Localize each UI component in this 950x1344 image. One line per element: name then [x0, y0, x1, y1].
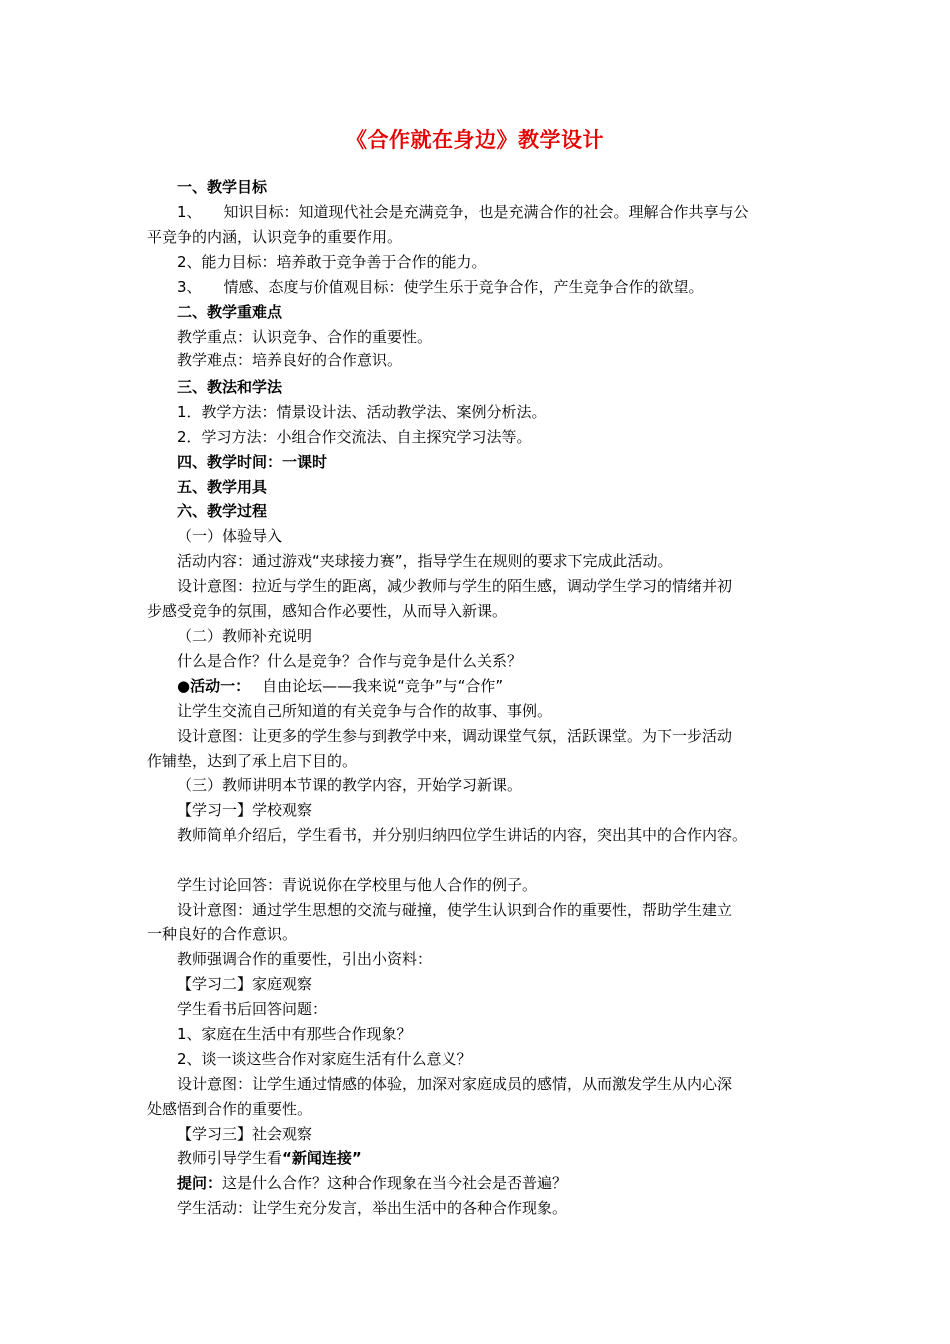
line-text: 自由论坛——我来说“竞争”与“合作”	[262, 677, 504, 695]
paragraph-line: （一）体验导入	[177, 527, 283, 545]
paragraph-line: 【学习三】社会观察	[177, 1125, 313, 1143]
paragraph-line: 一种良好的合作意识。	[147, 925, 298, 943]
paragraph-line	[177, 1148, 362, 1168]
heading-process: 六、教学过程	[177, 502, 268, 520]
heading-teaching-goals: 一、教学目标	[177, 178, 268, 196]
question-label: 提问：	[177, 1174, 223, 1192]
paragraph-line: 教师简单介绍后，学生看书，并分别归纳四位学生讲话的内容，突出其中的合作内容。	[177, 826, 748, 844]
paragraph-line: （二）教师补充说明	[177, 627, 313, 645]
heading-tools: 五、教学用具	[177, 478, 268, 496]
paragraph-line: 2、能力目标：培养敢于竞争善于合作的能力。	[177, 253, 487, 271]
heading-key-points: 二、教学重难点	[177, 303, 283, 321]
line-text: 知识目标：知道现代社会是充满竞争，也是充满合作的社会。理解合作共享与公	[223, 203, 749, 221]
paragraph-line: 设计意图：拉近与学生的距离，减少教师与学生的陌生感，调动学生学习的情绪并初	[177, 577, 733, 595]
paragraph-line: 教师强调合作的重要性，引出小资料：	[177, 950, 433, 968]
paragraph-line: 2、谈一谈这些合作对家庭生活有什么意义？	[177, 1050, 472, 1068]
paragraph-line: 学生讨论回答：青说说你在学校里与他人合作的例子。	[177, 876, 538, 894]
paragraph-line: 1、家庭在生活中有那些合作现象？	[177, 1025, 412, 1043]
paragraph-line: 教学重点：认识竞争、合作的重要性。	[177, 328, 433, 346]
paragraph-line: 学生看书后回答问题：	[177, 1000, 328, 1018]
line-text: 这是什么合作？这种合作现象在当今社会是否普遍？	[222, 1174, 568, 1192]
paragraph-line: 平竞争的内涵，认识竞争的重要作用。	[147, 228, 403, 246]
paragraph-line: 设计意图：让学生通过情感的体验，加深对家庭成员的感情，从而激发学生从内心深	[177, 1075, 733, 1093]
news-link-label: “新闻连接”	[282, 1149, 362, 1167]
paragraph-line	[177, 202, 749, 222]
paragraph-line: 教学难点：培养良好的合作意识。	[177, 351, 403, 369]
paragraph-line	[177, 1173, 567, 1193]
paragraph-line: 作铺垫，达到了承上启下目的。	[147, 752, 358, 770]
paragraph-line: 什么是合作？什么是竞争？合作与竞争是什么关系？	[177, 652, 523, 670]
list-number: 3、	[177, 278, 202, 296]
line-text: 教师引导学生看	[177, 1149, 283, 1167]
paragraph-line: 设计意图：通过学生思想的交流与碰撞，使学生认识到合作的重要性，帮助学生建立	[177, 901, 733, 919]
paragraph-line: 让学生交流自己所知道的有关竞争与合作的故事、事例。	[177, 702, 553, 720]
paragraph-line	[177, 277, 704, 297]
paragraph-line: 设计意图：让更多的学生参与到教学中来，调动课堂气氛，活跃课堂。为下一步活动	[177, 727, 733, 745]
heading-methods: 三、教法和学法	[177, 378, 283, 396]
paragraph-line: 【学习二】家庭观察	[177, 975, 313, 993]
paragraph-line: 活动内容：通过游戏“夹球接力赛”，指导学生在规则的要求下完成此活动。	[177, 552, 673, 570]
paragraph-line: 步感受竞争的氛围，感知合作必要性，从而导入新课。	[147, 602, 508, 620]
paragraph-line: 学生活动：让学生充分发言，举出生活中的各种合作现象。	[177, 1199, 568, 1217]
line-text: 情感、态度与价值观目标：使学生乐于竞争合作，产生竞争合作的欲望。	[223, 278, 704, 296]
activity-label: ●活动一：	[177, 677, 251, 695]
list-number: 1、	[177, 203, 202, 221]
paragraph-line: 处感悟到合作的重要性。	[147, 1100, 313, 1118]
paragraph-line: （三）教师讲明本节课的教学内容，开始学习新课。	[177, 776, 523, 794]
document-title: 《合作就在身边》教学设计	[346, 128, 604, 152]
paragraph-line: 2．学习方法：小组合作交流法、自主探究学习法等。	[177, 428, 532, 446]
paragraph-line: 1．教学方法：情景设计法、活动教学法、案例分析法。	[177, 403, 547, 421]
paragraph-line	[177, 676, 503, 696]
heading-time: 四、教学时间：一课时	[177, 453, 328, 471]
paragraph-line: 【学习一】学校观察	[177, 801, 313, 819]
